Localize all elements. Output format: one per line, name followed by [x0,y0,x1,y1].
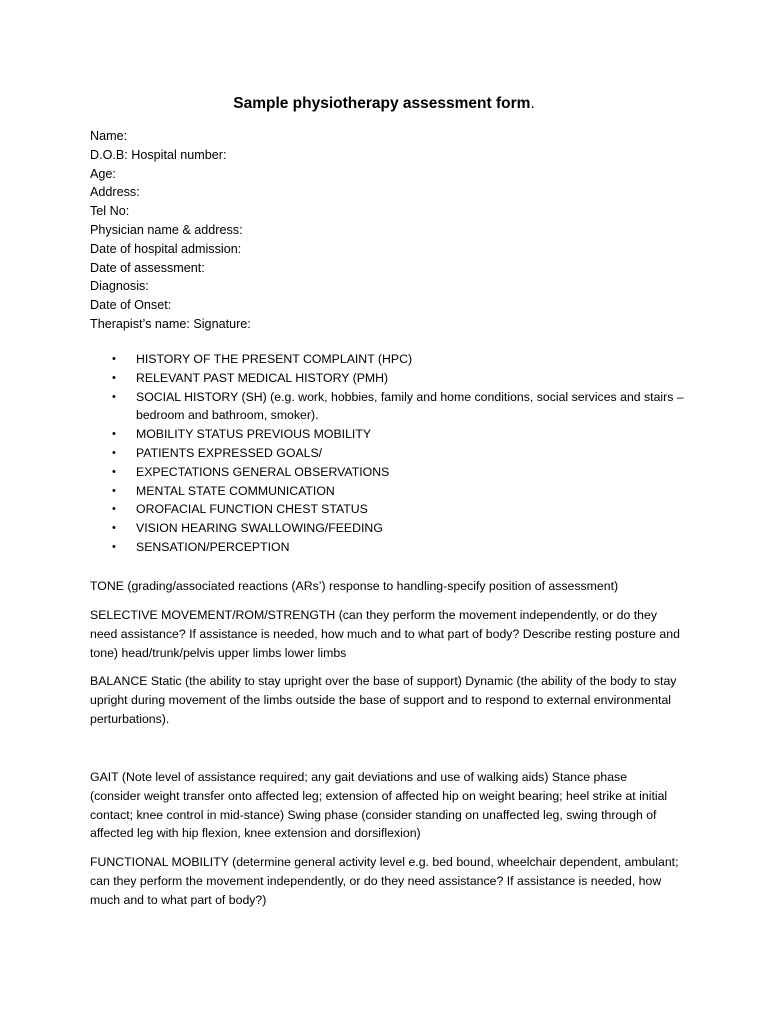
field-therapist-signature: Therapist’s name: Signature: [90,316,251,331]
list-item-text: HISTORY OF THE PRESENT COMPLAINT (HPC) [136,352,413,366]
list-item [90,388,690,426]
tone-paragraph: TONE (grading/associated reactions (ARs’) response to handling-specify position of assessment) [90,579,619,593]
list-item-text: OROFACIAL FUNCTION CHEST STATUS [136,502,368,517]
bullet-icon: • [112,353,116,365]
bullet-icon: • [112,522,116,535]
field-age: Age: [90,166,116,181]
functional-mobility-paragraph: FUNCTIONAL MOBILITY (determine general activity level e.g. bed bound, wheelchair dependent, ambulant; can they perform the movement independently, or do they need assistance? If assistance is needed, how much and to what part of body?) [90,855,679,907]
selective-movement-paragraph: SELECTIVE MOVEMENT/ROM/STRENGTH (can they perform the movement independently, or do they need assistance? If assistance is needed, how much and to what part of body? Describe resting posture and tone) head/trunk/pelvis upper limbs lower limbs [90,608,680,660]
list-item-text: PATIENTS EXPRESSED GOALS/ [136,445,323,460]
list-item-text: MOBILITY STATUS PREVIOUS MOBILITY [136,427,372,442]
gait-paragraph: GAIT (Note level of assistance required; any gait deviations and use of walking aids) Stance phase (consider weight transfer onto affected leg; extension of affected hip on weight bearing; heel strike at initial contact; knee control in mid-stance) Swing phase (consider standing on unaffected leg, swing through of affected leg with hip flexion, knee extension and dorsiflexion) [90,770,668,841]
list-item-text: SOCIAL HISTORY (SH) (e.g. work, hobbies, family and home conditions, social services and stairs – bedroom and bathroom, smoker). [136,389,684,423]
bullet-icon: • [112,428,116,441]
balance-paragraph: BALANCE Static (the ability to stay upright over the base of support) Dynamic (the ability of the body to stay upright during movement of the limbs outside the base of support and to respond to external environmental perturbations). [90,674,677,726]
field-admission-date: Date of hospital admission: [90,241,242,256]
list-item-text: RELEVANT PAST MEDICAL HISTORY (PMH) [136,370,389,385]
bullet-icon: • [112,390,116,403]
bullet-icon: • [112,371,116,384]
field-onset-date: Date of Onset: [90,298,172,313]
list-item-text: MENTAL STATE COMMUNICATION [136,483,335,498]
patient-details-list [90,127,251,334]
field-diagnosis: Diagnosis: [90,279,149,294]
list-item [90,369,690,388]
list-item [90,444,690,463]
bullet-icon: • [112,446,116,459]
field-physician: Physician name & address: [90,222,243,237]
document-title [0,95,768,113]
assessment-topics-list [90,350,690,557]
list-item [90,463,690,482]
field-dob-hospital-number: D.O.B: Hospital number: [90,147,227,162]
bullet-icon: • [112,540,116,553]
list-item [90,482,690,501]
bullet-icon: • [112,503,116,516]
list-item-text: EXPECTATIONS GENERAL OBSERVATIONS [136,464,390,479]
bullet-icon: • [112,465,116,478]
list-item [90,538,690,557]
list-item [90,519,690,538]
field-tel-no: Tel No: [90,204,130,219]
title-text: Sample physiotherapy assessment form [233,95,531,112]
list-item-text: VISION HEARING SWALLOWING/FEEDING [136,521,383,536]
list-item [90,500,690,519]
list-item-text: SENSATION/PERCEPTION [136,539,290,554]
field-assessment-date: Date of assessment: [90,260,205,275]
list-item [90,425,690,444]
field-address: Address: [90,185,140,200]
bullet-icon: • [112,484,116,497]
title-suffix: . [530,95,535,112]
field-name: Name: [90,129,128,143]
list-item [90,350,690,369]
